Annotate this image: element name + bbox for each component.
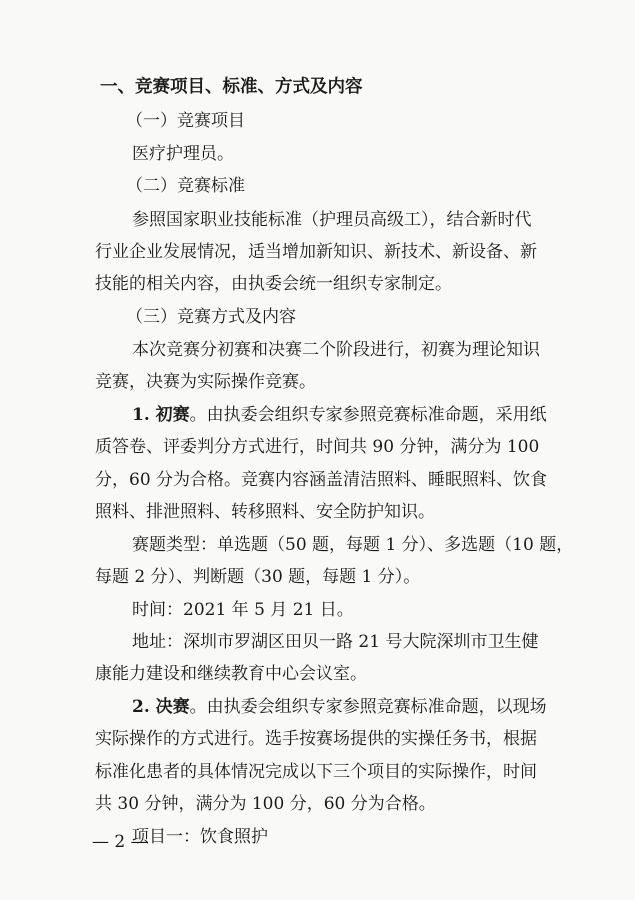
address-line: 康能力建设和继续教育中心会议室。 — [95, 664, 367, 684]
time-line: 时间：2021 年 5 月 21 日。 — [132, 600, 354, 620]
subsection-3-title: （三）竞赛方式及内容 — [126, 307, 296, 327]
question-types-line: 每题 2 分）、判断题（30 题，每题 1 分）。 — [95, 567, 421, 587]
question-types-line: 赛题类型：单选题（50 题，每题 1 分）、多选题（10 题， — [132, 535, 574, 555]
subsection-2-title: （二）竞赛标准 — [126, 176, 245, 196]
section-heading: 一、竞赛项目、标准、方式及内容 — [100, 77, 363, 97]
subsection-3-intro-line: 竞赛，决赛为实际操作竞赛。 — [95, 372, 316, 392]
subsection-2-body-line: 参照国家职业技能标准（护理员高级工），结合新时代 — [132, 210, 532, 230]
prelim-paragraph-line: 照料、排泄照料、转移照料、安全防护知识。 — [95, 502, 435, 522]
prelim-lead: 1. 初赛 — [132, 405, 190, 425]
prelim-paragraph-line — [132, 404, 547, 426]
prelim-paragraph-line: 质答卷、评委判分方式进行，时间共 90 分钟，满分为 100 — [95, 437, 540, 457]
final-line1-text: 。由执委会组织专家参照竞赛标准命题，以现场 — [189, 697, 547, 717]
final-paragraph-line — [132, 696, 547, 718]
subsection-2-body-line: 行业企业发展情况，适当增加新知识、新技术、新设备、新 — [95, 242, 537, 262]
subsection-1-title: （一）竞赛项目 — [126, 111, 245, 131]
page-number: — 2 — — [92, 832, 148, 852]
subsection-1-body: 医疗护理员。 — [132, 144, 234, 164]
item-1-line: 项目一：饮食照护 — [132, 827, 268, 847]
prelim-paragraph-line: 分，60 分为合格。竞赛内容涵盖清洁照料、睡眠照料、饮食 — [95, 470, 548, 490]
prelim-line1-text: 。由执委会组织专家参照竞赛标准命题，采用纸 — [189, 405, 547, 425]
final-lead: 2. 决赛 — [132, 697, 190, 717]
final-paragraph-line: 实际操作的方式进行。选手按赛场提供的实操任务书，根据 — [95, 729, 537, 749]
final-paragraph-line: 共 30 分钟，满分为 100 分，60 分为合格。 — [95, 794, 436, 814]
final-paragraph-line: 标准化患者的具体情况完成以下三个项目的实际操作，时间 — [95, 762, 537, 782]
subsection-3-intro-line: 本次竞赛分初赛和决赛二个阶段进行，初赛为理论知识 — [132, 340, 540, 360]
address-line: 地址：深圳市罗湖区田贝一路 21 号大院深圳市卫生健 — [132, 632, 539, 652]
subsection-2-body-line: 技能的相关内容，由执委会统一组织专家制定。 — [95, 274, 452, 294]
